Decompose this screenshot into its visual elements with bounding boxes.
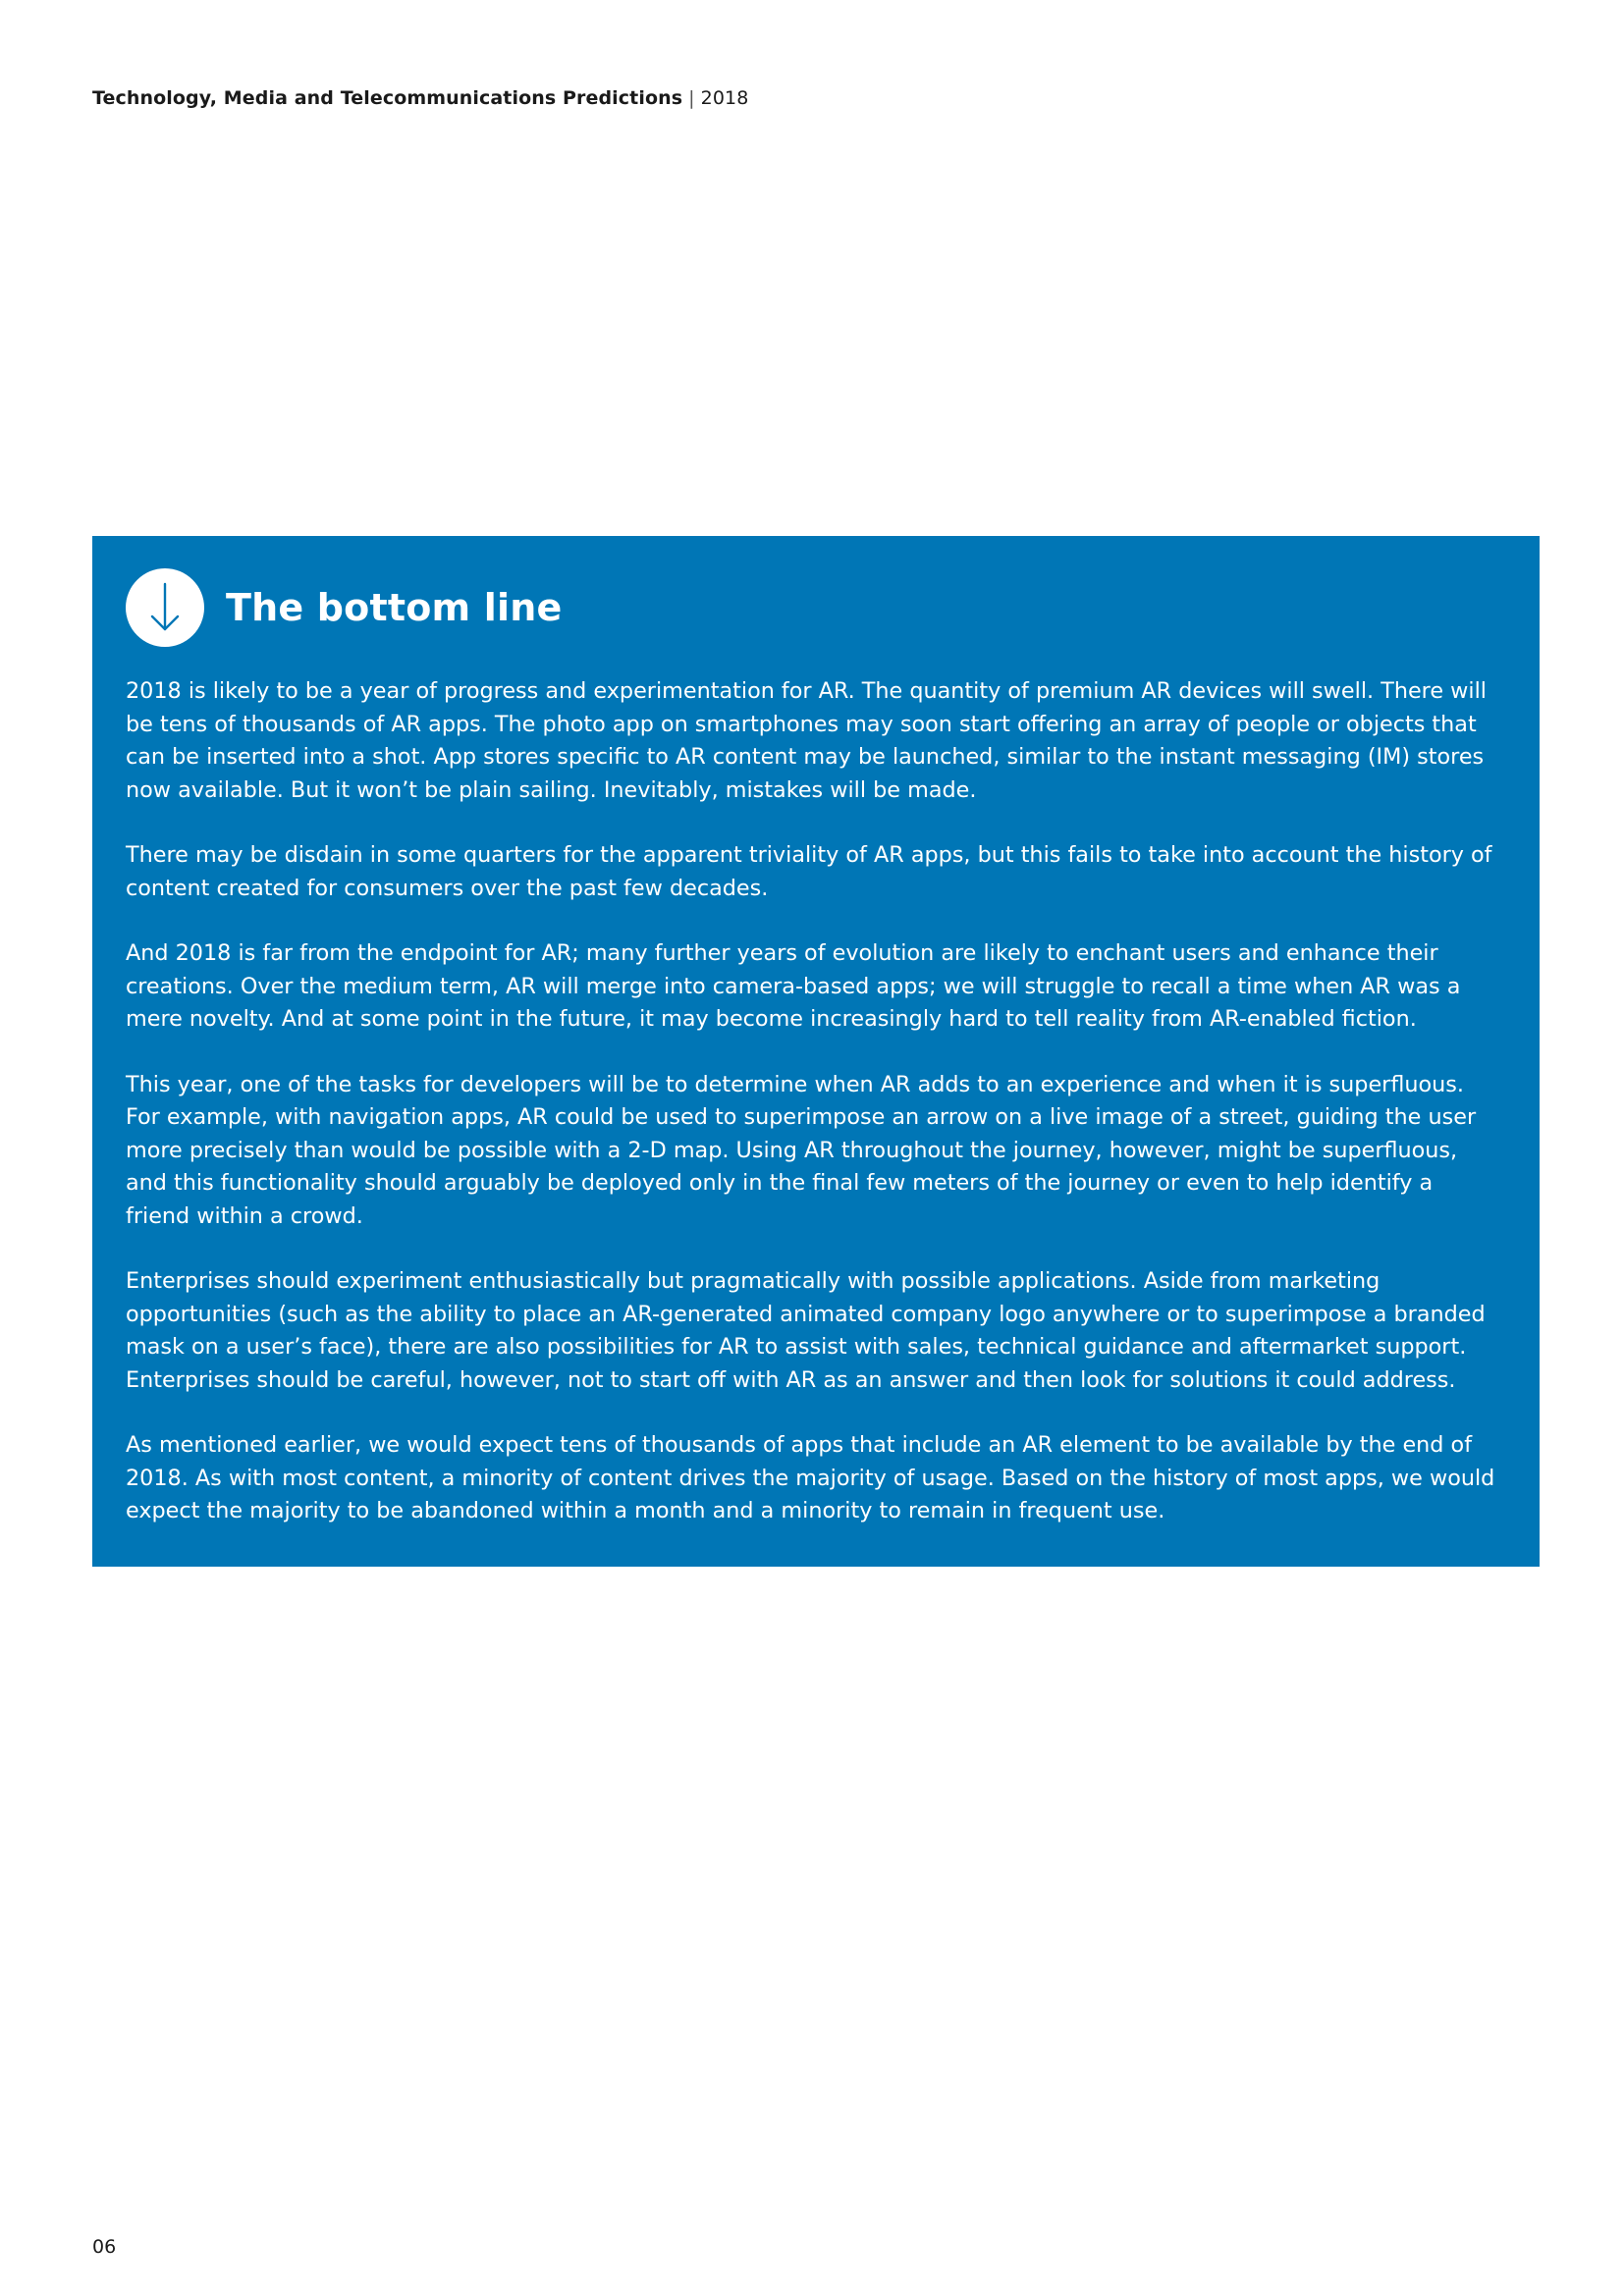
bottom-line-box	[92, 536, 1540, 1567]
page-number: 06	[92, 2236, 117, 2258]
arrow-down-icon	[126, 568, 204, 647]
box-body	[126, 675, 1496, 1528]
paragraph: Enterprises should experiment enthusiastically but pragmatically with possible applications. Aside from marketing opportunities (such as the ability to place an AR-generated animated company logo anywhere or to superimpose a branded mask on a user’s face), there are also possibilities for AR to assist with sales, technical guidance and aftermarket support. Enterprises should be careful, however, not to start off with AR as an answer and then look for solutions it could address.	[126, 1268, 1486, 1393]
publication-year: 2018	[700, 87, 749, 109]
publication-title: Technology, Media and Telecommunications Predictions	[92, 87, 683, 109]
running-header	[92, 87, 748, 109]
paragraph: As mentioned earlier, we would expect tens of thousands of apps that include an AR element to be available by the end of 2018. As with most content, a minority of content drives the majority of usage. Based on the history of most apps, we would expect the majority to be abandoned within a month and a minority to remain in frequent use.	[126, 1432, 1495, 1523]
box-title: The bottom line	[226, 586, 563, 629]
header-separator: |	[688, 87, 695, 109]
paragraph: And 2018 is far from the endpoint for AR; many further years of evolution are likely to enchant users and enhance their creations. Over the medium term, AR will merge into camera-based apps; we will struggle to recall a time when AR was a mere novelty. And at some point in the future, it may become increasingly hard to tell reality from AR-enabled fiction.	[126, 940, 1461, 1032]
paragraph: There may be disdain in some quarters for the apparent triviality of AR apps, but this fails to take into account the history of content created for consumers over the past few decades.	[126, 842, 1492, 901]
paragraph: 2018 is likely to be a year of progress and experimentation for AR. The quantity of premium AR devices will swell. There will be tens of thousands of AR apps. The photo app on smartphones may soon start offering an array of people or objects that can be inserted into a shot. App stores specific to AR content may be launched, similar to the instant messaging (IM) stores now available. But it won’t be plain sailing. Inevitably, mistakes will be made.	[126, 678, 1487, 803]
paragraph: This year, one of the tasks for developers will be to determine when AR adds to an experience and when it is superfluous. For example, with navigation apps, AR could be used to superimpose an arrow on a live image of a street, guiding the user more precisely than would be possible with a 2-D map. Using AR throughout the journey, however, might be superfluous, and this functionality should arguably be deployed only in the final few meters of the journey or even to help identify a friend within a crowd.	[126, 1071, 1477, 1229]
box-heading	[126, 567, 1496, 648]
